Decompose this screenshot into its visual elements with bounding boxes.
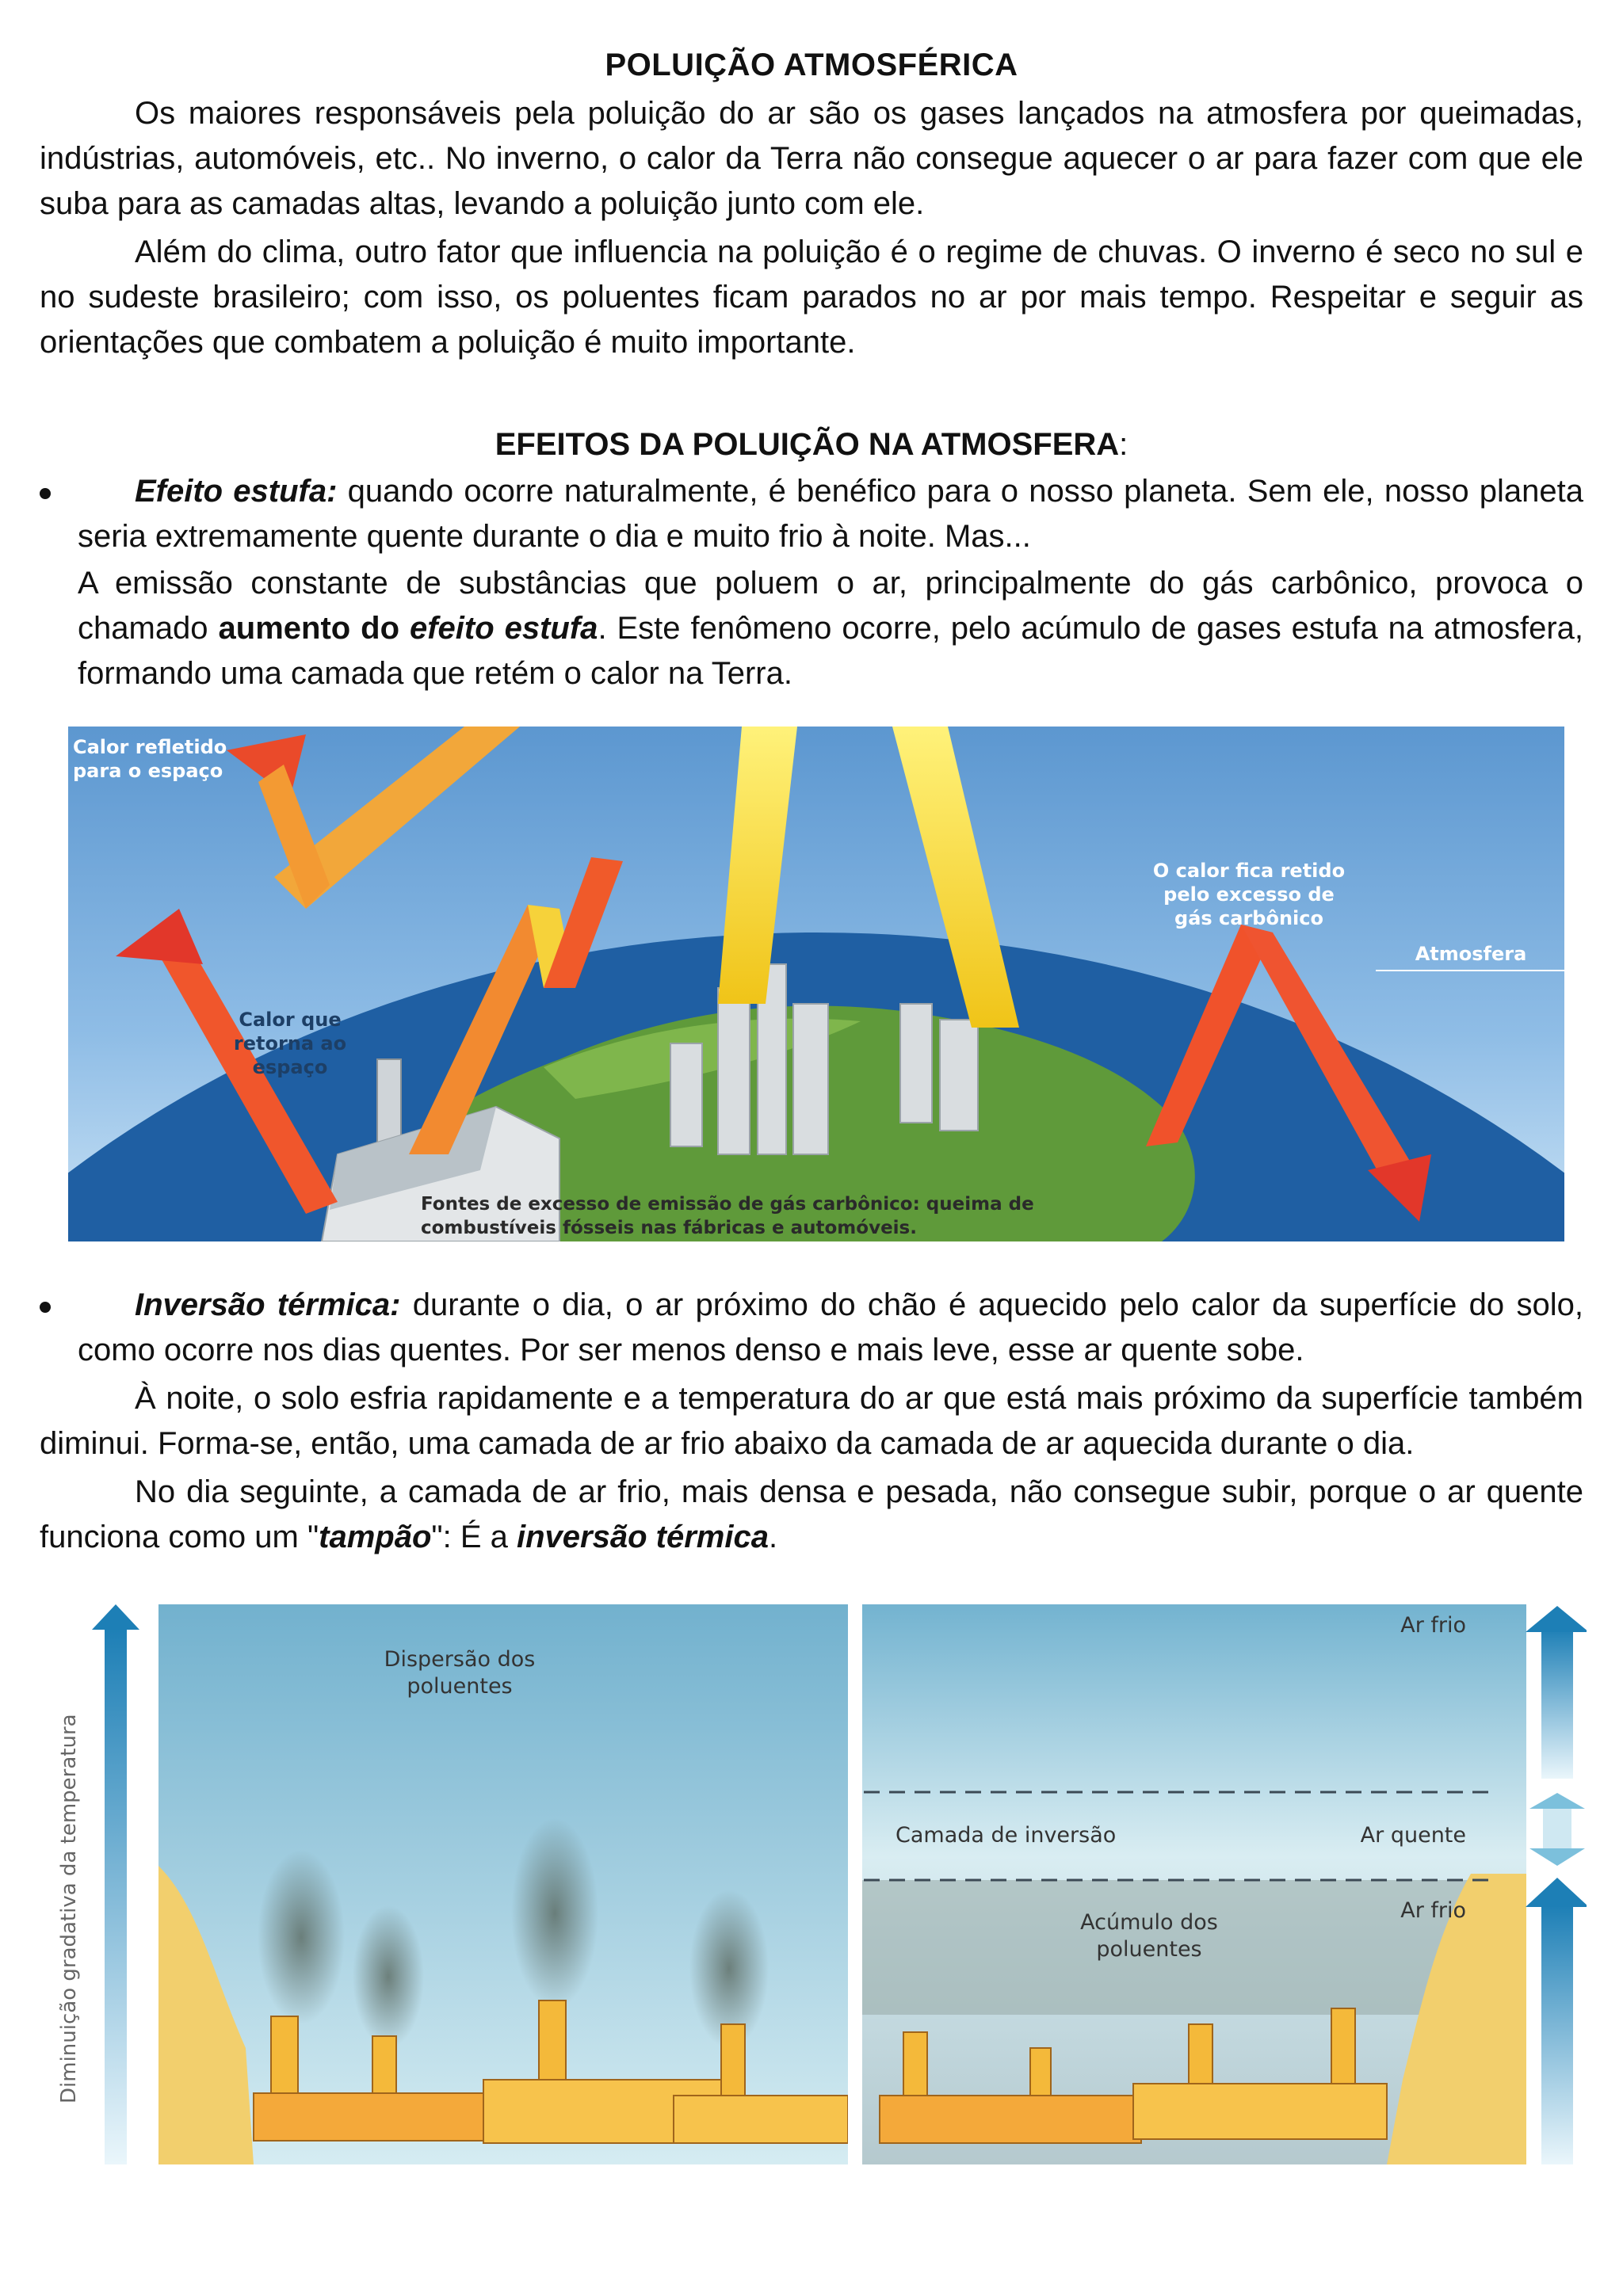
greenhouse-p2-bold-italic: efeito estufa xyxy=(409,611,598,646)
right-temperature-arrows xyxy=(1526,1604,1587,2164)
label-layer: Camada de inversão xyxy=(896,1823,1117,1848)
bullet-dot-icon xyxy=(40,488,51,499)
inversion-term: Inversão térmica: xyxy=(135,1287,401,1322)
label-atmosphere: Atmosfera xyxy=(1415,943,1527,965)
intro-paragraph-2: Além do clima, outro fator que influencia na poluição é o regime de chuvas. O inverno é seco no sul e no sudeste brasileiro; com isso, os poluentes ficam parados no ar por mais tempo. Respeitar e seguir as orientações que combatem a poluição é muito importante. xyxy=(40,235,1583,360)
label-returns-1: Calor que xyxy=(239,1009,342,1031)
bullet-dot-icon xyxy=(40,1302,51,1313)
inversion-p3-end: . xyxy=(768,1520,778,1554)
label-returns-2: retorna ao xyxy=(233,1032,347,1055)
greenhouse-term: Efeito estufa: xyxy=(135,474,338,509)
label-warm: Ar quente xyxy=(1360,1823,1466,1848)
page-title: POLUIÇÃO ATMOSFÉRICA xyxy=(605,48,1018,82)
greenhouse-p2-end: . Este fenômeno ocorre, pelo acúmulo de gases estufa na atmosfera, formando uma camada que retém o calor na Terra. xyxy=(78,611,1584,691)
label-reflected-1: Calor refletido xyxy=(73,736,227,758)
label-returns-3: espaço xyxy=(252,1056,328,1078)
label-retained-2: pelo excesso de xyxy=(1163,883,1335,906)
inversion-text: durante o dia, o ar próximo do chão é aquecido pelo calor da superfície do solo, como ocorre nos dias quentes. Por ser menos denso e mais leve, esse ar quente sobe. xyxy=(78,1287,1583,1367)
greenhouse-p2-bold: aumento do xyxy=(218,611,410,646)
greenhouse-text: quando ocorre naturalmente, é benéfico para o nosso planeta. Sem ele, nosso planeta seria extremamente quente durante o dia e muito frio à noite. Mas... xyxy=(78,474,1584,554)
greenhouse-effect-illustration xyxy=(68,727,1564,1241)
inversion-p3-start: No dia seguinte, a camada de ar frio, mais densa e pesada, não consegue subir, porque o ar quente funciona como um " xyxy=(40,1474,1583,1554)
label-cold-bottom: Ar frio xyxy=(1400,1898,1466,1923)
section-title-text: EFEITOS DA POLUIÇÃO NA ATMOSFERA xyxy=(495,427,1120,462)
bullet-inversion xyxy=(40,1283,1583,1373)
inversion-paragraph-2: À noite, o solo esfria rapidamente e a temperatura do ar que está mais próximo da superfície também diminui. Forma-se, então, uma camada de ar frio abaixo da camada de ar aquecida durante o dia. xyxy=(40,1381,1583,1461)
thermal-inversion-illustration xyxy=(40,1604,1587,2164)
section-title-colon: : xyxy=(1119,427,1128,462)
inversion-paragraph-3 xyxy=(40,1470,1583,1560)
section-title xyxy=(40,427,1583,463)
label-reflected-2: para o espaço xyxy=(73,760,223,782)
label-dispersion-1: Dispersão dos xyxy=(384,1647,536,1672)
label-accum-2: poluentes xyxy=(1096,1937,1202,1962)
inversion-p3-bold1: tampão xyxy=(319,1520,432,1554)
label-retained-3: gás carbônico xyxy=(1174,907,1323,929)
intro-paragraph-1: Os maiores responsáveis pela poluição do ar são os gases lançados na atmosfera por queimadas, indústrias, automóveis, etc.. No inverno, o calor da Terra não consegue aquecer o ar para fazer com que ele suba para as camadas altas, levando a poluição junto com ele. xyxy=(40,96,1583,221)
inversion-paragraph-1 xyxy=(78,1283,1583,1373)
inversion-p3-bold2: inversão térmica xyxy=(516,1520,769,1554)
label-sources-1: Fontes de excesso de emissão de gás carbônico: queima de xyxy=(421,1194,1034,1215)
greenhouse-paragraph-1 xyxy=(78,469,1583,559)
inversion-p3-mid: ": É a xyxy=(431,1520,517,1554)
label-accum-1: Acúmulo dos xyxy=(1080,1910,1218,1935)
label-dispersion-2: poluentes xyxy=(407,1674,513,1699)
label-cold-top: Ar frio xyxy=(1400,1613,1466,1638)
label-retained-1: O calor fica retido xyxy=(1152,860,1346,882)
label-sources-2: combustíveis fósseis nas fábricas e automóveis. xyxy=(421,1218,917,1238)
panel-divider xyxy=(848,1604,862,2164)
bullet-greenhouse xyxy=(40,469,1583,559)
greenhouse-p2-start: A emissão constante de substâncias que poluem o ar, principalmente do gás carbônico, provoca o chamado xyxy=(78,566,1583,646)
greenhouse-paragraph-2 xyxy=(40,561,1583,696)
axis-label: Diminuição gradativa da temperatura xyxy=(57,1714,81,2103)
